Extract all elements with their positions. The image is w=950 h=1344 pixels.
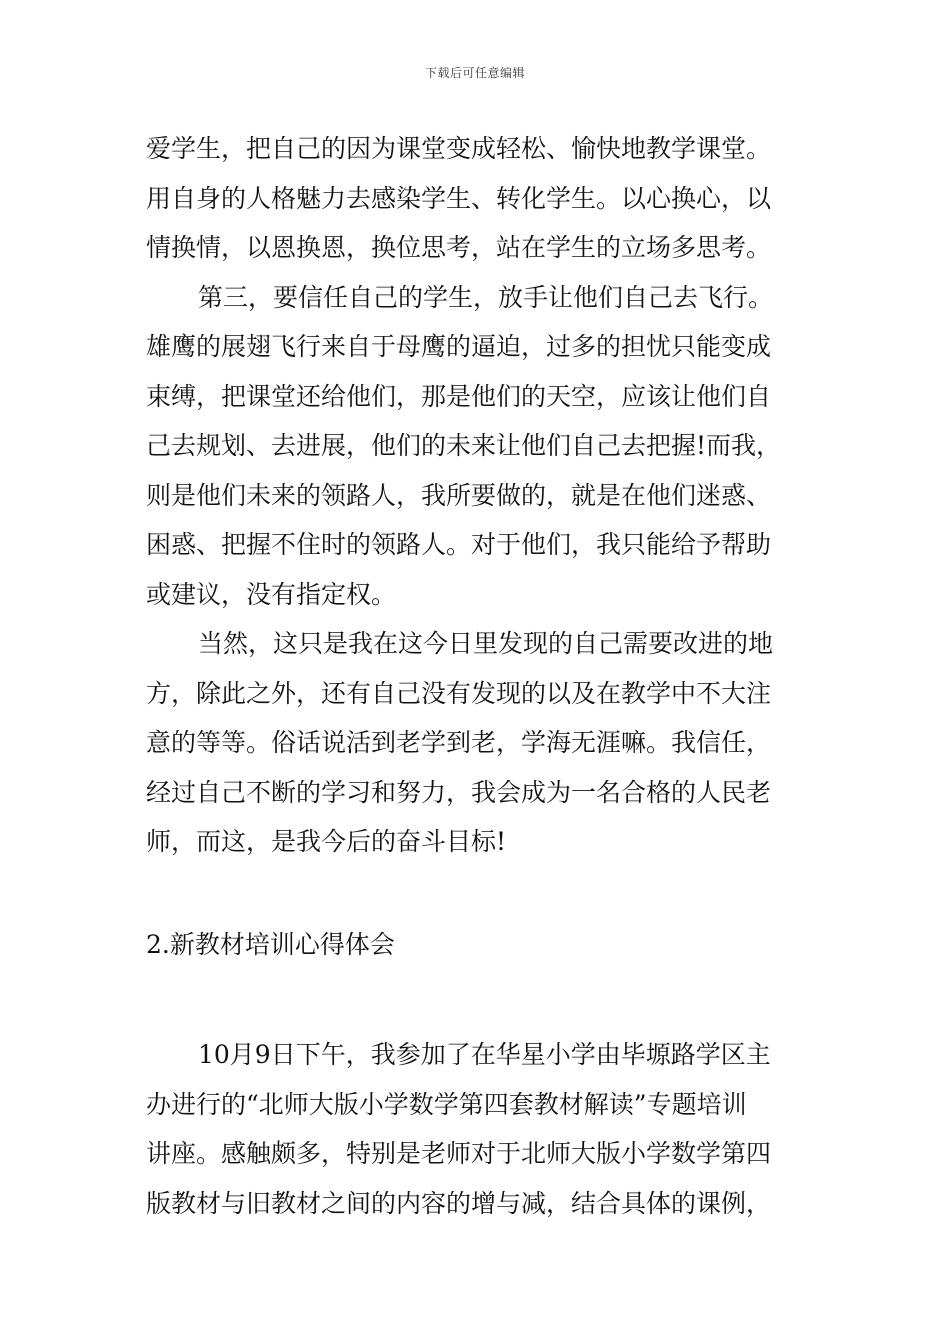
text-line: 讲座。感触颇多，特别是老师对于北师大版小学数学第四 (146, 1139, 772, 1168)
text-line: 或建议，没有指定权。 (146, 579, 397, 609)
text-line: 意的等等。俗话说活到老学到老，学海无涯嘛。我信任， (146, 728, 772, 757)
text-line: 雄鹰的展翅飞行来自于母鹰的逼迫，过多的担忧只能变成 (146, 332, 772, 361)
section-body-text (146, 1030, 810, 1228)
text-line: 束缚，把课堂还给他们，那是他们的天空，应该让他们自 (146, 381, 772, 411)
text-line: 己去规划、去进展，他们的未来让他们自己去把握!而我， (146, 431, 782, 460)
text-line: 用自身的人格魅力去感染学生、转化学生。以心换心，以 (146, 183, 772, 213)
section-heading: 2.新教材培训心得体会 (146, 930, 395, 959)
paragraph-start-line: 10月9日下午，我参加了在华星小学由毕塬路学区主 (198, 1040, 771, 1069)
paragraph-start-line: 第三，要信任自己的学生，放手让他们自己去飞行。 (198, 282, 774, 312)
text-line: 师，而这，是我今后的奋斗目标! (146, 827, 507, 856)
text-line: 困惑、把握不住时的领路人。对于他们，我只能给予帮助 (146, 530, 772, 559)
text-line: 情换情，以恩换恩，换位思考，站在学生的立场多思考。 (146, 233, 772, 262)
text-line: 办进行的“北师大版小学数学第四套教材解读”专题培训 (146, 1089, 747, 1119)
paragraph-start-line: 当然，这只是我在这今日里发现的自己需要改进的地 (198, 629, 774, 658)
text-line: 经过自己不断的学习和努力，我会成为一名合格的人民老 (146, 777, 772, 807)
body-text-block (146, 124, 810, 867)
text-line: 方，除此之外，还有自己没有发现的以及在教学中不大注 (146, 678, 772, 708)
text-line: 版教材与旧教材之间的内容的增与减，结合具体的课例， (146, 1188, 772, 1218)
page-header: 下载后可任意编辑 (424, 66, 525, 80)
text-line: 则是他们未来的领路人，我所要做的，就是在他们迷惑、 (146, 480, 772, 510)
text-line: 爱学生，把自己的因为课堂变成轻松、愉快地教学课堂。 (146, 134, 772, 163)
